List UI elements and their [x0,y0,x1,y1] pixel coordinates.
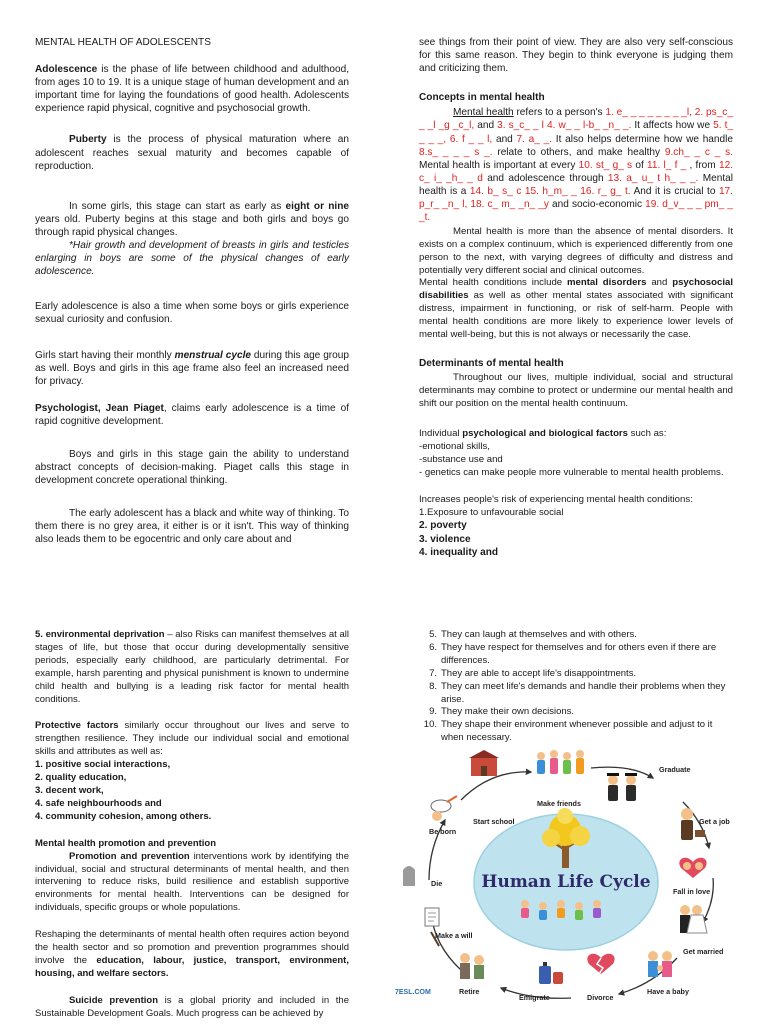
suicide-prevention-paragraph: Suicide prevention is a global priority and included in the Sustainable Development Goals. Much progress can be achieved by [35,994,349,1019]
piaget-paragraph: Psychologist, Jean Piaget, claims early adolescence is a time of rapid cognitive development. [35,402,350,427]
early-puberty-paragraph: In some girls, this stage can start as early as eight or nine years old. Puberty begins at this stage and both girls and boys go through rapid physical changes. [35,200,350,238]
blank-10[interactable]: 10. st_ g_ s [578,159,633,171]
stage-die [403,866,442,888]
stage-divorce [587,954,615,1002]
risk-item: 3. violence [419,533,471,545]
document-title: MENTAL HEALTH OF ADOLESCENTS [35,37,211,48]
blank-6[interactable]: 6. f _ _ l, [449,133,493,145]
determinants-paragraph: Throughout our lives, multiple individual, social and structural determinants may combine to protect or undermine our mental health and shift our position on the mental health continuum. [419,372,733,410]
svg-text:Have a baby: Have a baby [647,987,689,996]
svg-text:Retire: Retire [459,987,480,996]
page2-left-column [35,629,349,1021]
stage-have-a-baby [647,951,689,996]
svg-text:Emigrate: Emigrate [519,993,550,1002]
blank-8[interactable]: 8.s_ _ _ _ s _. [419,146,493,158]
document-will-icon [425,908,439,946]
blank-13[interactable]: 13. a_ u_ t h_ _ _. [607,172,699,184]
svg-text:Get a job: Get a job [699,817,730,826]
factor-item: - genetics can make people more vulnerable to mental health problems. [419,467,724,479]
reshaping-paragraph: Reshaping the determinants of mental health often requires action beyond the health sector and so promotion and prevention programmes should involve the education, labour, justice, transport, environment, housing, and welfare sectors. [35,929,349,979]
blank-3[interactable]: 3. s_c_ _ l [497,120,544,132]
svg-text:Get married: Get married [683,947,724,956]
blank-2[interactable]: 2. ps_c_ _ _l _g _c_l, [419,107,733,132]
svg-text:Be born: Be born [429,827,457,836]
watermark-logo: 7ESL.COM [395,989,431,996]
blank-5[interactable]: 5. t_ _ _ _, [419,120,734,145]
luggage-icon [539,962,563,984]
stage-emigrate [519,962,563,1002]
broken-heart-icon [587,954,614,974]
blank-11[interactable]: 11. l_ f _ [647,159,687,171]
blank-9[interactable]: 9.ch_ _ c _ s. [664,146,733,158]
stork-icon [431,796,457,821]
life-cycle-title: Human Life Cycle [481,872,651,892]
blank-16[interactable]: 16. r_ g_ t. [580,185,631,197]
protective-factors-paragraph: Protective factors similarly occur throughout our lives and serve to strengthen resilience. They include our individual social and emotional skills and attributes as well as: [35,720,349,758]
svg-text:Die: Die [431,879,443,888]
conditions-paragraph: Mental health conditions include mental disorders and psychosocial disabilities as well as other mental states associated with significant distress, impairment in functioning, or risk of self-harm. People with mental health conditions are more likely to experience lower levels of mental well-being, but this is not always or necessarily the case. [419,277,733,340]
abstract-thinking-paragraph: Boys and girls in this stage gain the ability to understand abstract concepts of decision-making. Piaget calls this stage in development concrete operational thinking. [35,448,349,487]
blank-15[interactable]: 15. h_m_ _ [524,185,577,197]
more-than-paragraph: Mental health is more than the absence of mental disorders. It exists on a complex continuum, which is experienced differently from one person to the next, with varying degrees of difficulty and distress and potentially very different social and clinical outcomes. [419,226,733,276]
svg-text:Fall in love: Fall in love [673,887,711,896]
stage-be-born [429,796,457,836]
concepts-paragraph: Mental health refers to a person's 1. e_ _ _ _ _ _ _ _l, 2. ps_c_ _ _l _g _c_l, and 3. s_c_ _ l 4. w_ _ l-b_ _n_ _. It affects how we 5. t_ _ _ _, 6. f _ _ l, and 7. a_ _. It also helps determine how we handle 8.s_ _ _ _ s _. relate to others, and make healthy 9.ch_ _ c _ s. Mental health is important at every 10. st_ g_ s of 11. l_ f _ , from 12. c_ i_ _h_ _ d and adolescence through 13. a_ u_ t h_ _ _. Mental health is a 14. b_ s_ c 15. h_m_ _ 16. r_ g_ t. And it is crucial to 17. p_r_ _n_ l, 18. c_ m_ _n_ _y and socio-economic 19. d_v_ _ _ pm_ _ _t. [419,107,734,224]
protective-item: 1. positive social interactions, [35,759,171,771]
heart-icon [679,858,706,878]
determinants-heading: Determinants of mental health [419,358,564,370]
stage-fall-in-love [673,858,710,896]
graduate-icon [607,773,637,801]
svg-text:Graduate: Graduate [659,765,691,774]
concepts-heading: Concepts in mental health [419,92,545,104]
list-item: 9. They make their own decisions. [429,706,575,718]
friends-icon [537,750,584,774]
list-item: 7. They are able to accept life's disappointments. [429,667,637,679]
menstrual-paragraph: Girls start having their monthly menstrual cycle during this age group as well. Boys and girls in this age frame also feel an increased need for privacy. [35,349,350,387]
blank-14[interactable]: 14. b_ s_ c [469,185,522,197]
school-icon [469,750,499,776]
stage-get-married [680,905,723,956]
stage-make-friends [537,750,584,808]
blank-4[interactable]: 4. w_ _ l-b_ _n_ _. [546,120,632,132]
gravestone-icon [403,866,415,886]
blank-17[interactable]: 17. p_r_ _n_ l, [419,185,733,211]
adolescence-term: Adolescence [35,64,98,76]
risk-item: 2. poverty [419,520,467,532]
individual-factors-intro: Individual psychological and biological factors such as: [419,427,667,439]
svg-text:Make a will: Make a will [435,931,473,940]
protective-item: 4. safe neighbourhoods and [35,797,162,809]
list-item: 10. They shape their environment whenever possible and adjust to it when necessary. [423,719,713,744]
continued-paragraph: see things from their point of view. They are also very self-conscious for this same reason. They begin to think everyone is judging them and criticizing them. [419,37,733,75]
environmental-deprivation-paragraph: 5. environmental deprivation – also Risks can manifest themselves at all stages of life, but those that occur during developmentally sensitive periods, especially early childhood, are particularly detrimental. For example, harsh parenting and physical punishment is known to undermine child health and bullying is a leading risk factor for mental health conditions. [35,629,349,705]
puberty-paragraph: Puberty is the process of physical maturation where an adolescent reaches sexual maturity and becomes capable of reproduction. [35,134,349,172]
promotion-paragraph: Promotion and prevention interventions work by identifying the individual, social and structural determinants of mental health, and then intervening to reduce risks, build resilience and establish supportive environments for mental health. Interventions can be designed for individuals, specific groups or whole populations. [35,850,350,914]
page2-right-column [419,629,735,745]
blank-7[interactable]: 7. a_ _. [516,133,553,145]
stage-retire [459,953,484,996]
risk-item: 1.Exposure to unfavourable social [419,507,564,519]
page1-right-column [419,36,733,559]
physical-changes-note: *Hair growth and development of breasts in girls and testicles enlarging in boys are some of the physical changes of early adolescence. [35,240,349,278]
promotion-heading: Mental health promotion and prevention [35,837,217,849]
blank-18[interactable]: 18. c_ m_ _n_ _y [470,199,549,211]
elderly-couple-icon [460,953,484,979]
stage-graduate [607,765,691,801]
blank-12[interactable]: 12. c_ i_ _h_ _ d [419,159,733,184]
list-item: 5. They can laugh at themselves and with others. [429,629,637,640]
factor-item: -emotional skills, [419,440,490,452]
protective-item: 3. decent work, [35,784,104,796]
blank-1[interactable]: 1. e_ _ _ _ _ _ _ _l, [605,107,692,119]
svg-text:Start school: Start school [473,817,515,826]
puberty-term: Puberty [69,134,107,146]
stage-make-a-will [425,908,473,946]
factor-item: -substance use and [419,454,503,466]
increases-risk-intro: Increases people's risk of experiencing mental health conditions: [419,494,693,506]
human-life-cycle-illustration [391,750,761,1010]
protective-item: 4. community cohesion, among others. [35,810,212,822]
svg-text:Make friends: Make friends [537,799,581,808]
page1-left-column [35,36,349,547]
curiosity-paragraph: Early adolescence is also a time when some boys or girls experience sexual curiosity and confusion. [35,301,349,326]
list-item: 6. They have respect for themselves and for others even if there are differences. [429,641,717,666]
blank-19[interactable]: 19. d_v_ _ _ pm_ _ _t. [419,199,733,224]
protective-item: 2. quality education, [35,772,127,784]
list-item: 8. They can meet life's demands and handle their problems when they arise. [429,680,726,705]
black-white-paragraph: The early adolescent has a black and white way of thinking. To them there is no grey area, it either is or it isn't. This way of thinking also leads them to be egocentric and only care about and [35,508,349,546]
svg-text:Divorce: Divorce [587,993,614,1002]
couple-icon [680,905,707,933]
risk-item: 4. inequality and [419,546,499,558]
adolescence-paragraph: Adolescence is the phase of life between childhood and adulthood, from ages 10 to 19. It is a unique stage of human development and an important time for laying the foundations of good health. Adolescents experience rapid physical, cognitive and psychosocial growth. [35,64,349,115]
